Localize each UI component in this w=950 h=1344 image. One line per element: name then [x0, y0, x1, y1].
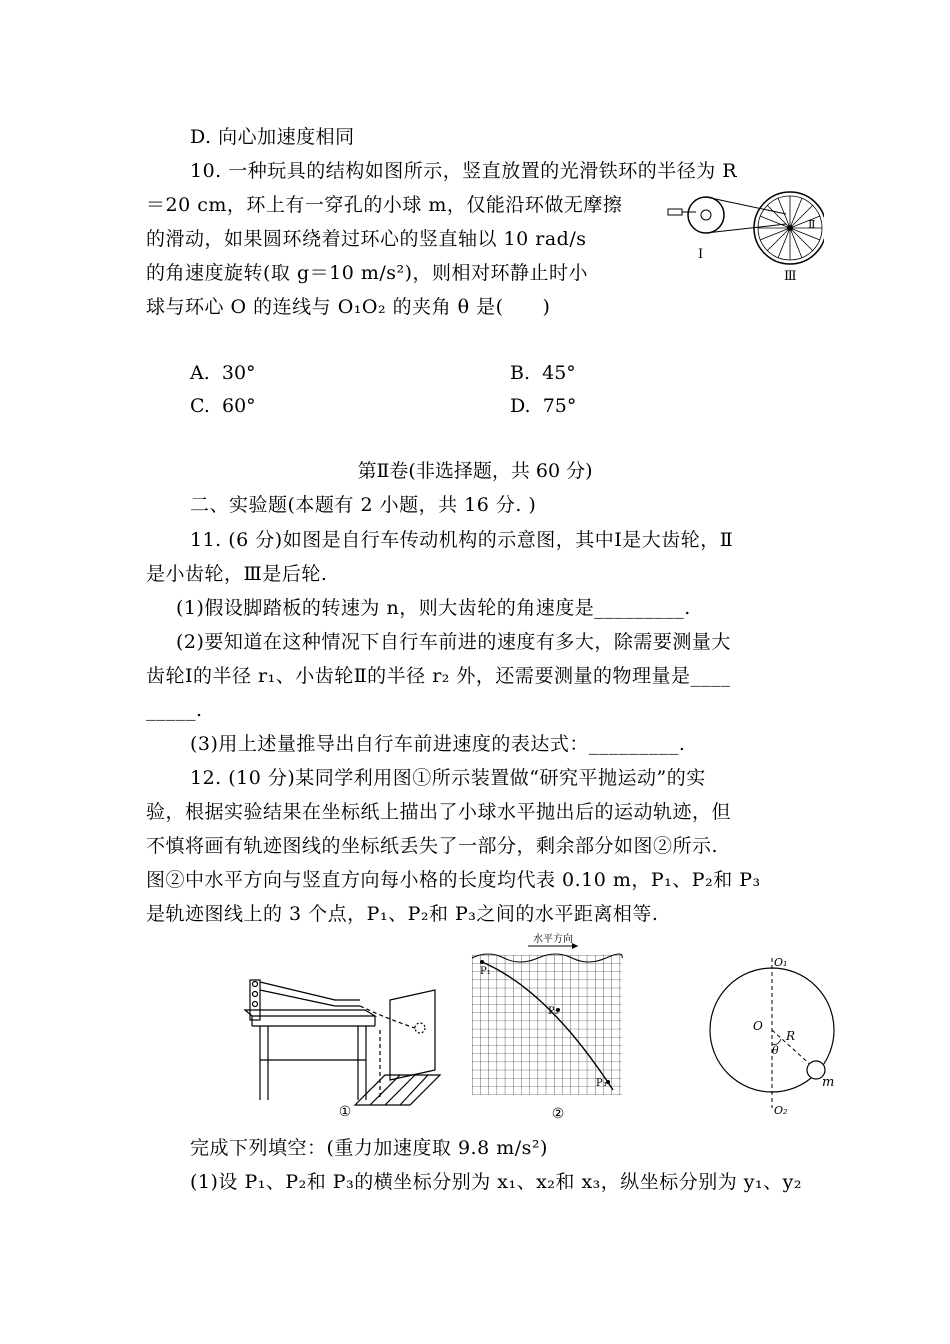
apparatus-figure: [240, 960, 450, 1120]
q10-line2: ＝20 cm，环上有一穿孔的小球 m，仅能沿环做无摩擦: [146, 194, 623, 216]
q10-number: 10.: [190, 160, 222, 182]
q11-sub3: (3)用上述量推导出自行车前进速度的表达式：_________.: [190, 733, 686, 755]
q12-fill-intro: 完成下列填空：(重力加速度取 9.8 m/s²): [190, 1137, 548, 1159]
q12-fill1: (1)设 P₁、P₂和 P₃的横坐标分别为 x₁、x₂和 x₃，纵坐标分别为 y₁、y₂: [190, 1171, 803, 1193]
ring-label-r: R: [786, 1029, 796, 1043]
bike-label-III: Ⅲ: [784, 269, 797, 284]
grid-arrow-label: 水平方向: [533, 934, 573, 945]
q10-option-c: [190, 393, 256, 419]
option-b-value: 45°: [542, 362, 576, 384]
q10-text1: 一种玩具的结构如图所示，竖直放置的光滑铁环的半径为 R: [228, 160, 738, 182]
q10-option-d: [510, 393, 576, 419]
grid-point-p3: P₃: [596, 1078, 607, 1089]
q9-option-d: D. 向心加速度相同: [190, 126, 355, 148]
bike-label-I: Ⅰ: [698, 247, 704, 262]
ring-label-theta: θ: [772, 1044, 779, 1057]
fig2-caption: ②: [551, 1106, 565, 1122]
q10-option-a: [190, 360, 256, 386]
q10-line3: 的滑动，如果圆环绕着过环心的竖直轴以 10 rad/s: [146, 228, 587, 250]
ring-label-o: O: [753, 1019, 763, 1033]
bike-label-II: Ⅱ: [808, 218, 816, 231]
q11-sub2a: (2)要知道在这种情况下自行车前进的速度有多大，除需要测量大: [176, 631, 731, 653]
option-c-label: C.: [190, 395, 210, 417]
ring-label-o1: O₁: [774, 956, 788, 969]
ring-label-m: m: [822, 1075, 835, 1090]
option-a-value: 30°: [221, 362, 256, 384]
option-c-value: 60°: [222, 395, 256, 417]
q12-line3: 不慎将画有轨迹图线的坐标纸丢失了一部分，剩余部分如图②所示.: [146, 835, 719, 857]
q11-line1: 11. (6 分)如图是自行车传动机构的示意图，其中Ⅰ是大齿轮，Ⅱ: [190, 529, 734, 551]
grid-point-p2: P₂: [548, 1006, 559, 1017]
q11-sub1: (1)假设脚踏板的转速为 n，则大齿轮的角速度是_________.: [176, 597, 691, 619]
q10-line5: 球与环心 O 的连线与 O₁O₂ 的夹角 θ 是( ): [146, 296, 551, 318]
q11-sub2c: _____.: [146, 699, 203, 721]
ring-figure: [700, 950, 850, 1120]
option-d-label: D.: [510, 395, 531, 417]
section2-heading: 二、实验题(本题有 2 小题，共 16 分. ): [190, 494, 537, 516]
q12-line4: 图②中水平方向与竖直方向每小格的长度均代表 0.10 m，P₁、P₂和 P₃: [146, 869, 761, 891]
ring-label-o2: O₂: [774, 1104, 788, 1117]
q10-line4: 的角速度旋转(取 g＝10 m/s²)，则相对环静止时小: [146, 262, 589, 284]
grid-point-p1: P₁: [480, 966, 491, 977]
q10-line1: [190, 158, 737, 184]
q10-option-b: [510, 360, 576, 386]
q11-line2: 是小齿轮，Ⅲ是后轮.: [146, 563, 328, 585]
fig1-caption: ①: [338, 1104, 352, 1120]
q12-line2: 验，根据实验结果在坐标纸上描出了小球水平抛出后的运动轨迹，但: [146, 801, 732, 823]
grid-trajectory-figure: [468, 930, 648, 1126]
q12-line5: 是轨迹图线上的 3 个点，P₁、P₂和 P₃之间的水平距离相等.: [146, 903, 659, 925]
q11-sub2b: 齿轮Ⅰ的半径 r₁、小齿轮Ⅱ的半径 r₂ 外，还需要测量的物理量是____: [146, 665, 731, 687]
option-d-value: 75°: [542, 395, 577, 417]
option-a-label: A.: [190, 362, 210, 384]
option-b-label: B.: [510, 362, 531, 384]
q12-line1: 12. (10 分)某同学利用图①所示装置做“研究平抛运动”的实: [190, 767, 706, 789]
bike-transmission-figure: [664, 180, 824, 290]
section2-title: 第Ⅱ卷(非选择题，共 60 分): [357, 460, 593, 482]
